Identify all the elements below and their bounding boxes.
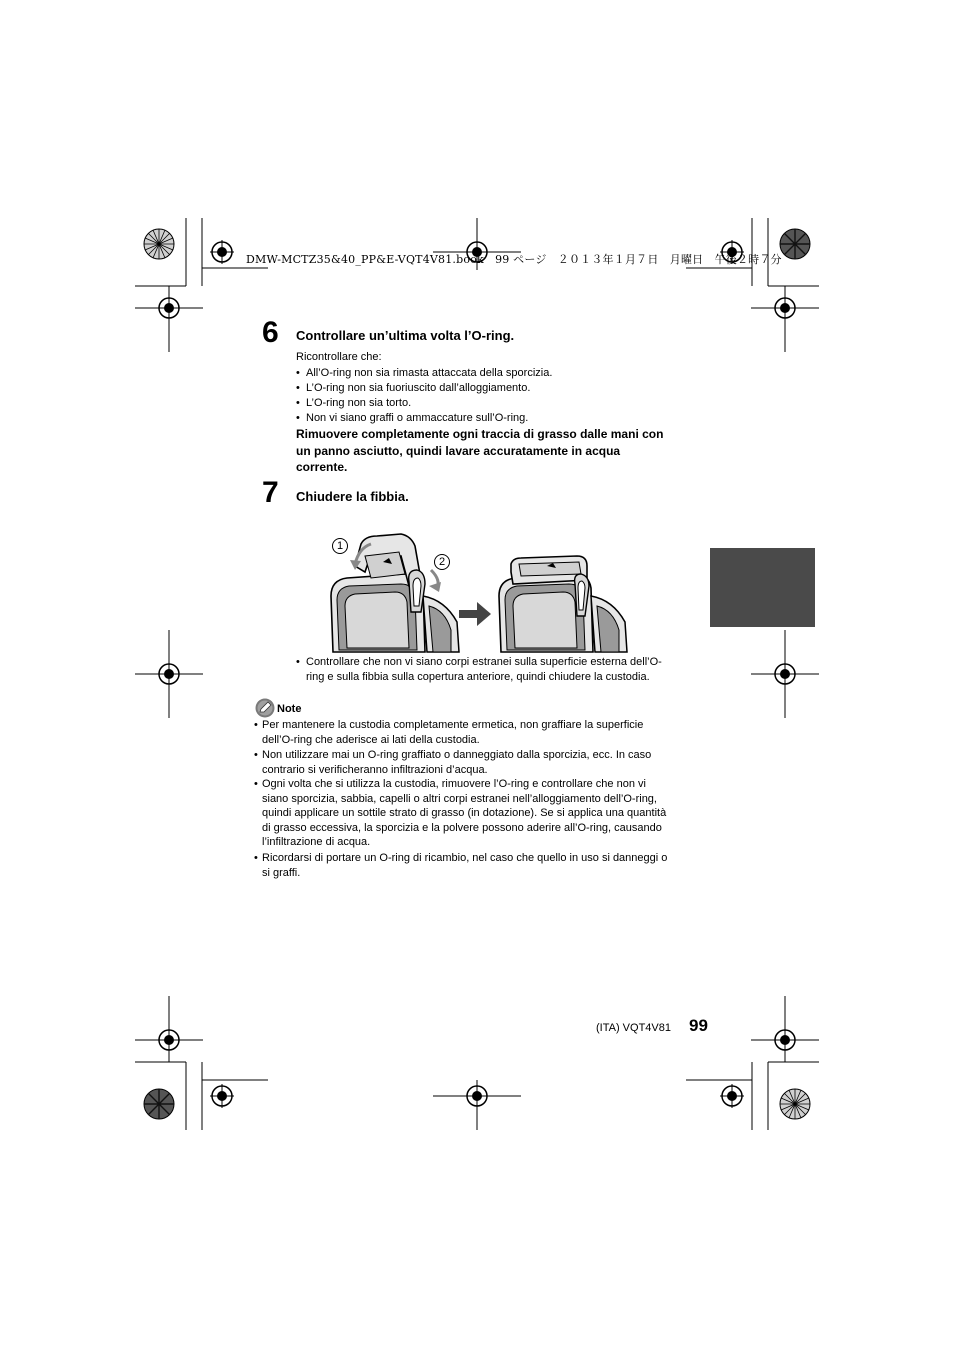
callout-2: 2 — [434, 554, 450, 570]
step-6-warning — [296, 426, 696, 476]
step-6-bullet: • All’O-ring non sia rimasta attaccata della sporcizia. — [296, 367, 553, 379]
color-wheel-icon — [143, 228, 175, 260]
step-6-bullet: • L’O-ring non sia torto. — [296, 397, 412, 409]
section-tab — [710, 548, 815, 627]
color-wheel-icon — [779, 228, 811, 260]
case-open-buckle — [331, 534, 459, 652]
step-7-title: Chiudere la fibbia. — [296, 489, 409, 504]
registration-mark-icon — [157, 662, 181, 686]
note-label: Note — [277, 703, 302, 715]
step-6-bullet: • L’O-ring non sia fuoriuscito dall’alloggiamento. — [296, 382, 531, 394]
warning-line: corrente. — [296, 460, 348, 474]
callout-1: 1 — [332, 538, 348, 554]
step-number-7: 7 — [262, 476, 279, 509]
note-item: • Non utilizzare mai un O-ring graffiato o danneggiato dalla sporcizia, ecc. In caso contrario si verificheranno infiltrazioni d’acqua. — [254, 749, 652, 776]
registration-mark-icon — [773, 1028, 797, 1052]
registration-mark-icon — [157, 296, 181, 320]
note-item: • Ricordarsi di portare un O-ring di ricambio, nel caso che quello in uso si danneggi o si graffi. — [254, 852, 668, 879]
footer-code: (ITA) VQT4V81 — [596, 1022, 671, 1034]
warning-line: un panno asciutto, quindi lavare accuratamente in acqua — [296, 443, 621, 458]
registration-mark-icon — [720, 1084, 744, 1108]
print-header: DMW-MCTZ35&40_PP&E-VQT4V81.book 99 ページ ２０１３年１月７日 月曜日 午後２時７分 — [246, 253, 782, 266]
step-6-intro: Ricontrollare che: — [296, 351, 382, 363]
step-6-bullet: • Non vi siano graffi o ammaccature sull’O-ring. — [296, 412, 529, 424]
note-item: • Ogni volta che si utilizza la custodia, rimuovere l’O-ring e controllare che non vi siano sporcizia, sabbia, capelli o altri corpi estranei nell’alloggiamento dell’O-ring, quindi applicare un sottile strato di grasso (in dotazione). Se si applica una quantità di grasso eccessiva, la sporcizia e la polvere possono aderire all’O-ring, causando l’infiltrazione di acqua. — [254, 778, 667, 849]
registration-mark-icon — [210, 240, 234, 264]
note-item: • Per mantenere la custodia completamente ermetica, non graffiare la superficie dell’O-ring che aderisce ai lati della custodia. — [254, 719, 644, 746]
step-number-6: 6 — [262, 316, 279, 349]
page-number: 99 — [689, 1016, 708, 1035]
registration-mark-icon — [773, 296, 797, 320]
registration-mark-icon — [465, 1084, 489, 1108]
registration-mark-icon — [157, 1028, 181, 1052]
registration-mark-icon — [210, 1084, 234, 1108]
case-closed-buckle — [499, 556, 627, 652]
color-wheel-icon — [143, 1088, 175, 1120]
buckle-closing-illustration — [325, 526, 647, 654]
step-6-title: Controllare un’ultima volta l’O-ring. — [296, 328, 515, 343]
step-7-bullet-continued: ring e sulla fibbia sulla copertura anteriore, quindi chiudere la custodia. — [306, 671, 650, 683]
step-7-bullet: • Controllare che non vi siano corpi estranei sulla superficie esterna dell’O- — [296, 656, 662, 668]
registration-mark-icon — [773, 662, 797, 686]
warning-line: Rimuovere completamente ogni traccia di grasso dalle mani con — [296, 427, 664, 441]
note-pencil-icon — [255, 698, 275, 718]
color-wheel-icon — [779, 1088, 811, 1120]
arrow-right-icon — [459, 602, 491, 626]
